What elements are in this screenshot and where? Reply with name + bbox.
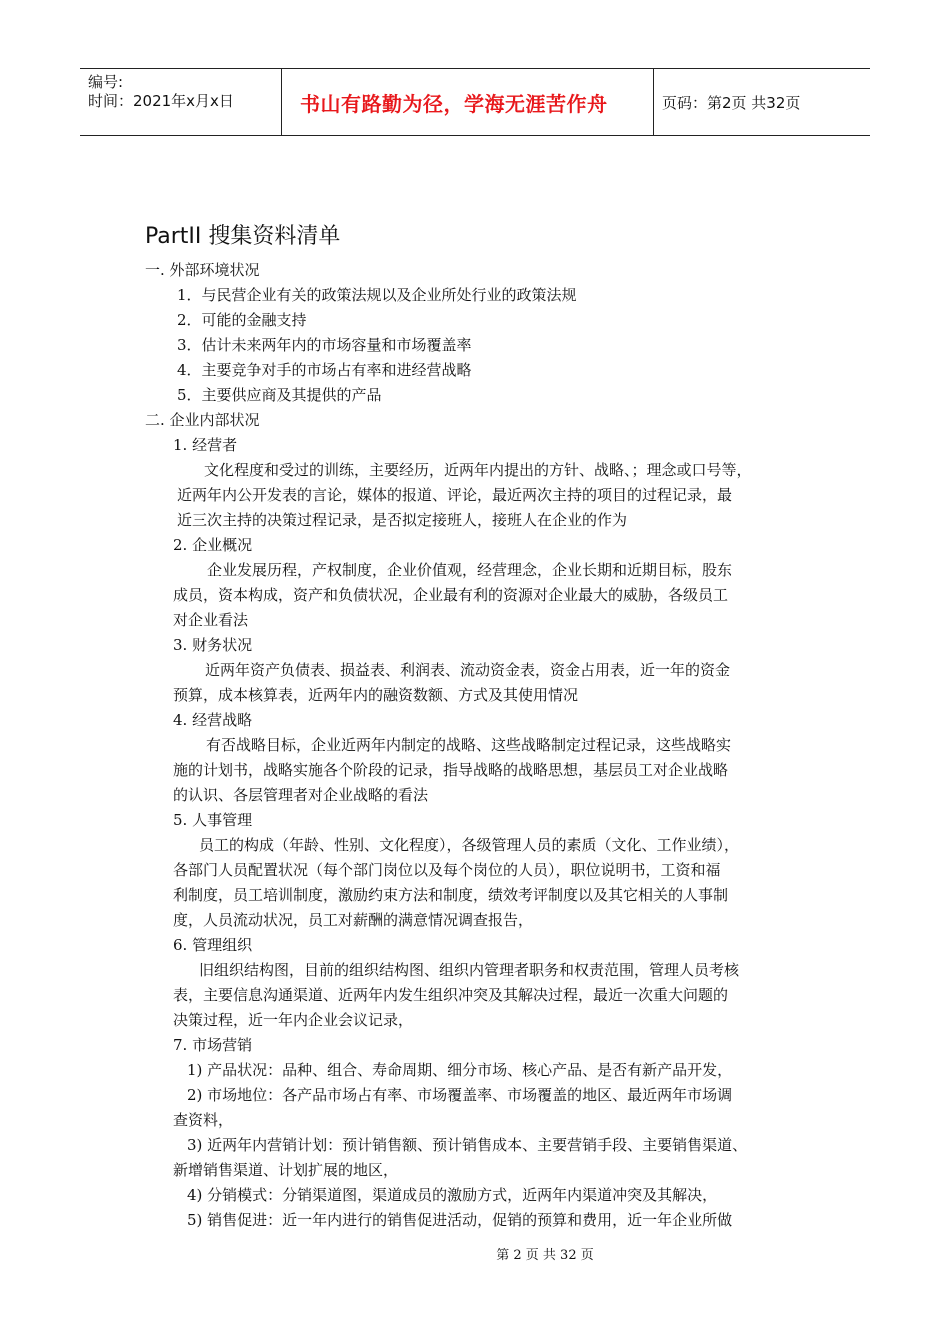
list-item: 1．与民营企业有关的政策法规以及企业所处行业的政策法规 [177,286,577,304]
subsection-heading: 6. 管理组织 [173,936,253,954]
paragraph-line: 企业发展历程，产权制度，企业价值观，经营理念，企业长期和近期目标，股东 [207,561,733,579]
header-motto: 书山有路勤为径，学海无涯苦作舟 [282,69,654,135]
paragraph-line: 旧组织结构图，目前的组织结构图、组织内管理者职务和权责范围，管理人员考核 [199,961,740,979]
list-item: 4．主要竞争对手的市场占有率和进经营战略 [177,361,472,379]
paragraph-line: 1) 产品状况：品种、组合、寿命周期、细分市场、核心产品、是否有新产品开发， [187,1061,733,1079]
paragraph-line: 文化程度和受过的训练，主要经历，近两年内提出的方针、战略、；理念或口号等， [204,461,752,479]
paragraph-line: 施的计划书，战略实施各个阶段的记录，指导战略的战略思想，基层员工对企业战略 [173,761,729,779]
page-title: PartII 搜集资料清单 [145,224,341,249]
subsection-heading: 7. 市场营销 [173,1036,253,1054]
paragraph-line: 新增销售渠道、计划扩展的地区， [173,1161,399,1179]
section-heading: 二. 企业内部状况 [145,411,260,429]
list-item: 2．可能的金融支持 [177,311,307,329]
header-page-info: 页码：第2页 共32页 [662,93,801,112]
header-meta [80,69,282,135]
paragraph-line: 近两年内公开发表的言论，媒体的报道、评论，最近两次主持的项目的过程记录，最 [177,486,733,504]
paragraph-line: 2) 市场地位：各产品市场占有率、市场覆盖率、市场覆盖的地区、最近两年市场调 [187,1086,733,1104]
paragraph-line: 各部门人员配置状况（每个部门岗位以及每个岗位的人员），职位说明书，工资和福 [173,861,721,879]
paragraph-line: 4) 分销模式：分销渠道图，渠道成员的激励方式，近两年内渠道冲突及其解决， [187,1186,718,1204]
paragraph-line: 近三次主持的决策过程记录，是否拟定接班人，接班人在企业的作为 [177,511,628,529]
subsection-heading: 4. 经营战略 [173,711,253,729]
page-header [80,68,870,136]
paragraph-line: 表，主要信息沟通渠道、近两年内发生组织冲突及其解决过程，最近一次重大问题的 [173,986,729,1004]
paragraph-line: 利制度，员工培训制度，激励约束方法和制度，绩效考评制度以及其它相关的人事制 [173,886,729,904]
section-heading: 一. 外部环境状况 [145,261,260,279]
list-item: 5．主要供应商及其提供的产品 [177,386,382,404]
subsection-heading: 1. 经营者 [173,436,238,454]
paragraph-line: 成员，资本构成，资产和负债状况，企业最有利的资源对企业最大的威胁，各级员工 [173,586,729,604]
time-label: 时间：2021年x月x日 [88,92,234,110]
paragraph-line: 有否战略目标，企业近两年内制定的战略、这些战略制定过程记录，这些战略实 [206,736,732,754]
paragraph-line: 查资料， [173,1111,234,1129]
subsection-heading: 5. 人事管理 [173,811,253,829]
paragraph-line: 3) 近两年内营销计划：预计销售额、预计销售成本、主要营销手段、主要销售渠道、 [187,1136,748,1154]
paragraph-line: 对企业看法 [173,611,249,629]
list-item: 3．估计未来两年内的市场容量和市场覆盖率 [177,336,472,354]
page-footer [0,1244,950,1263]
subsection-heading: 2. 企业概况 [173,536,253,554]
paragraph-line: 的认识、各层管理者对企业战略的看法 [173,786,429,804]
subsection-heading: 3. 财务状况 [173,636,253,654]
code-label: 编号: [88,73,124,91]
paragraph-line: 近两年资产负债表、损益表、利润表、流动资金表，资金占用表，近一年的资金 [205,661,731,679]
paragraph-line: 决策过程，近一年内企业会议记录， [173,1011,414,1029]
paragraph-line: 5) 销售促进：近一年内进行的销售促进活动，促销的预算和费用，近一年企业所做 [187,1211,733,1229]
paragraph-line: 度，人员流动状况，员工对薪酬的满意情况调查报告， [173,911,534,929]
paragraph-line: 预算，成本核算表，近两年内的融资数额、方式及其使用情况 [173,686,579,704]
footer-page-number: 第 2 页 共 32 页 [496,1248,594,1263]
paragraph-line: 员工的构成（年龄、性别、文化程度），各级管理人员的素质（文化、工作业绩）， [199,836,740,854]
